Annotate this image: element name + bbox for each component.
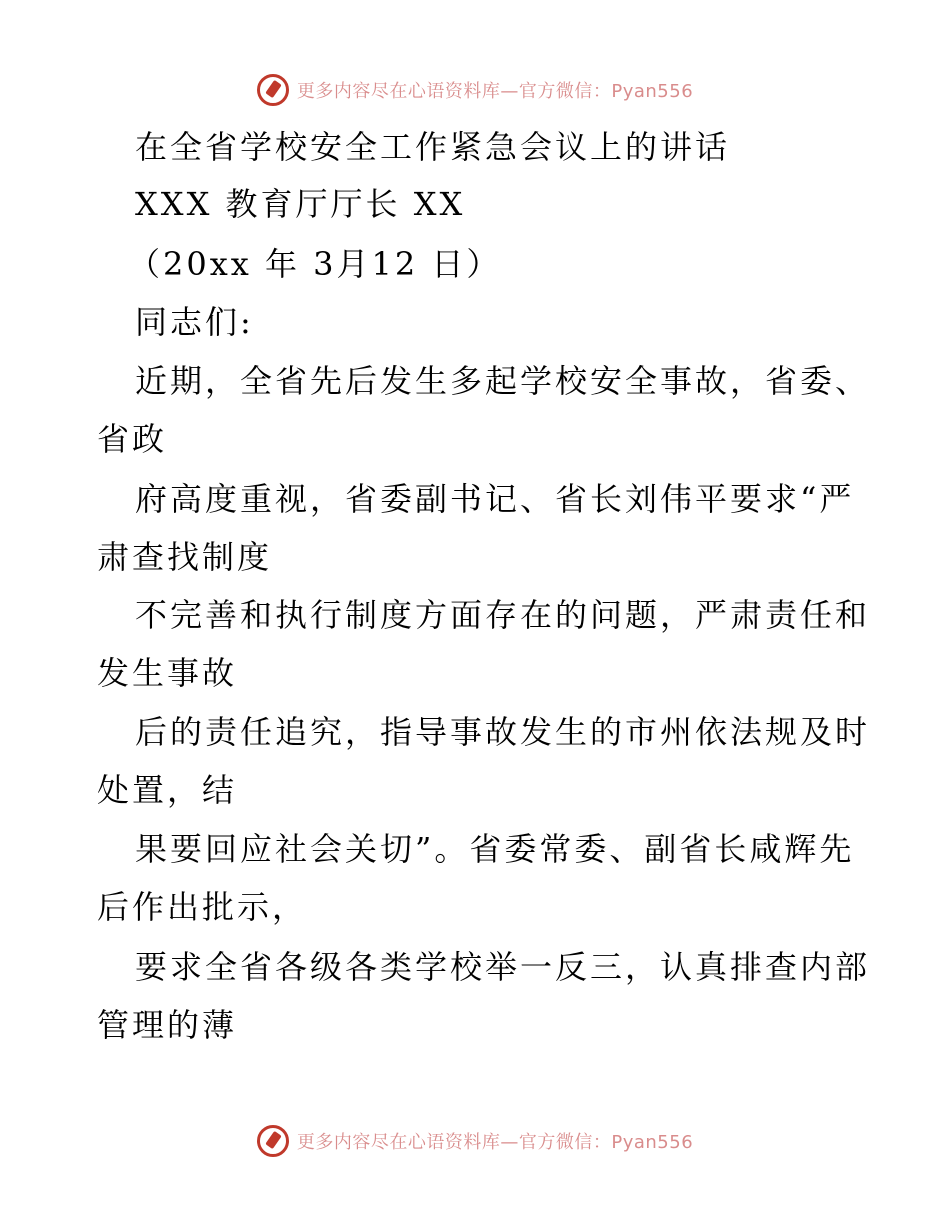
- body-line: 果要回应社会关切”。省委常委、副省长咸辉先: [135, 830, 855, 868]
- body-line: 近期，全省先后发生多起学校安全事故，省委、: [135, 362, 871, 400]
- pen-nib-icon: [257, 74, 289, 106]
- header-watermark: [0, 70, 950, 110]
- body-line: 管理的薄: [97, 1006, 238, 1044]
- document-title: 在全省学校安全工作紧急会议上的讲话: [135, 128, 731, 166]
- body-line: 府高度重视，省委副书记、省长刘伟平要求“严: [135, 480, 855, 518]
- body-line: 发生事故: [97, 654, 238, 692]
- body-line: 省政: [97, 420, 168, 458]
- body-line: 不完善和执行制度方面存在的问题，严肃责任和: [135, 596, 871, 634]
- document-author: XXX 教育厅厅长 XX: [135, 185, 466, 223]
- footer-watermark: [0, 1121, 950, 1161]
- watermark-text: 更多内容尽在心语资料库—官方微信：Pyan556: [296, 1132, 694, 1153]
- body-line: 后作出批示，: [97, 888, 308, 926]
- body-line: 后的责任追究，指导事故发生的市州依法规及时: [135, 713, 871, 751]
- body-line: 处置，结: [97, 771, 238, 809]
- body-line: 肃查找制度: [97, 538, 273, 576]
- salutation: 同志们:: [135, 303, 254, 341]
- pen-nib-icon: [257, 1125, 289, 1157]
- document-date: （20xx 年 3月12 日）: [128, 245, 502, 283]
- body-line: 要求全省各级各类学校举一反三，认真排查内部: [135, 948, 871, 986]
- watermark-text: 更多内容尽在心语资料库—官方微信：Pyan556: [296, 81, 694, 102]
